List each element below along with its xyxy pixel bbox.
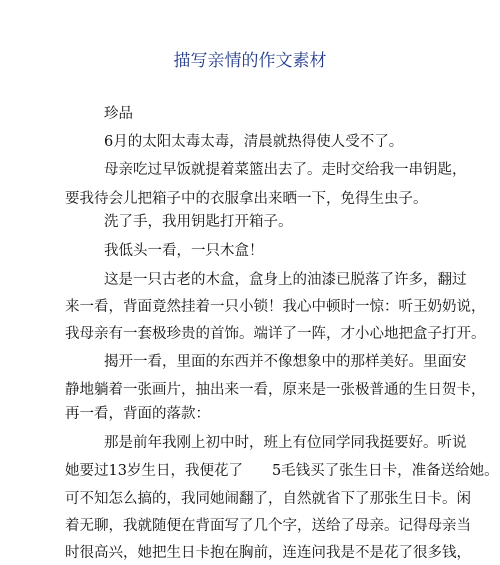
text-line: 我母亲有一套极珍贵的首饰。端详了一阵，才小心地把盒子打开。 bbox=[65, 326, 486, 342]
text-line: 要我待会儿把箱子中的衣服拿出来晒一下，免得生虫子。 bbox=[65, 191, 428, 207]
text-line: 着无聊，我就随便在背面写了几个字，送给了母亲。记得母亲当 bbox=[65, 518, 471, 534]
text-line: 母亲吃过早饭就提着菜篮出去了。走时交给我一串钥匙， bbox=[104, 162, 467, 178]
document-title: 描写亲情的作文素材 bbox=[173, 51, 327, 71]
text-line: 揭开一看，里面的东西并不像想象中的那样美好。里面安 bbox=[104, 354, 467, 370]
text-line: 6月的太阳太毒太毒，清晨就热得使人受不了。 bbox=[104, 134, 404, 150]
text-line: 洗了手，我用钥匙打开箱子。 bbox=[104, 214, 293, 230]
text-line: 时很高兴，她把生日卡抱在胸前，连连问我是不是花了很多钱， bbox=[65, 545, 471, 561]
text-line: 她要过13岁生日，我便花了 5毛钱买了张生日卡，准备送给她。 bbox=[65, 463, 499, 479]
text-line: 那是前年我刚上初中时，班上有位同学同我挺要好。听说 bbox=[104, 435, 467, 451]
text-line: 来一看，背面竟然挂着一只小锁！我心中顿时一惊：听王奶奶说， bbox=[65, 299, 486, 315]
text-line: 珍品 bbox=[104, 106, 133, 122]
text-line: 静地躺着一张画片，抽出来一看，原来是一张极普通的生日贺卡， bbox=[65, 382, 486, 398]
text-line: 可不知怎么搞的，我同她闹翻了，自然就省下了那张生日卡。闲 bbox=[65, 491, 471, 507]
text-line: 我低头一看，一只木盒！ bbox=[104, 243, 264, 259]
text-line: 这是一只古老的木盒，盒身上的油漆已脱落了许多，翻过 bbox=[104, 272, 467, 288]
text-line: 再一看，背面的落款： bbox=[65, 406, 210, 422]
